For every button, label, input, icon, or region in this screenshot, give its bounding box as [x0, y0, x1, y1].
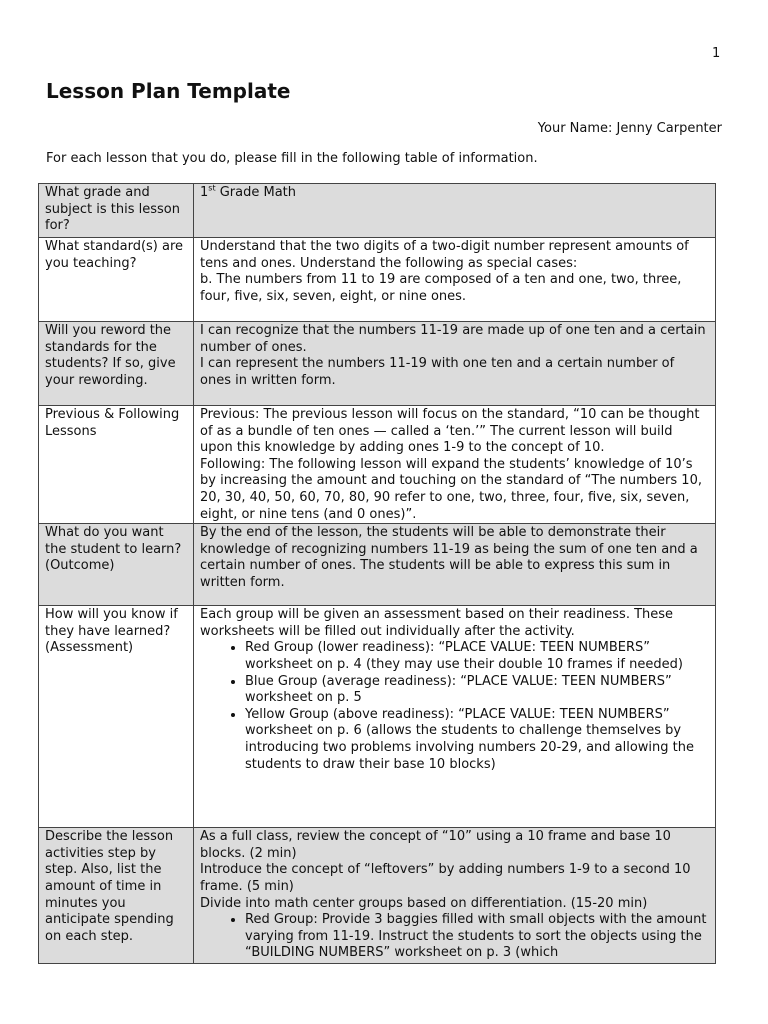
answer-line: Introduce the concept of “leftovers” by adding numbers 1-9 to a second 10 frame. (5 min): [200, 862, 691, 894]
answer-line: b. The numbers from 11 to 19 are composed of a ten and one, two, three, four, five, six, seven, eight, or nine ones.: [200, 272, 682, 304]
question-cell: [39, 322, 194, 406]
question-text: What grade and subject is this lesson for?: [45, 185, 180, 234]
page-title: Lesson Plan Template: [46, 79, 291, 103]
answer-line: Understand that the two digits of a two-digit number represent amounts of tens and ones. Understand the following as special cases:: [200, 239, 689, 271]
answer-cell: [194, 828, 716, 964]
answer-intro: Each group will be given an assessment based on their readiness. These worksheets will be filled out individually after the activity.: [200, 607, 674, 639]
question-cell: [39, 524, 194, 606]
assessment-list: [200, 640, 709, 773]
question-cell: [39, 606, 194, 828]
list-item: • Red Group: Provide 3 baggies filled with small objects with the amount varying from 11-19. Instruct the students to sort the objects using the “BUILDING NUMBERS” worksheet on p. 3 (which: [245, 912, 709, 962]
question-text: Describe the lesson activities step by step. Also, list the amount of time in minutes you anticipate spending on each step.: [45, 829, 174, 944]
list-item: • Yellow Group (above readiness): “PLACE VALUE: TEEN NUMBERS” worksheet on p. 6 (allows the students to challenge themselves by introducing two problems involving numbers 20-29, and allowing the students to draw their base 10 blocks): [245, 707, 709, 773]
grade-subject: Grade Math: [215, 185, 297, 200]
answer-cell: [194, 606, 716, 828]
list-item: • Blue Group (average readiness): “PLACE VALUE: TEEN NUMBERS” worksheet on p. 5: [245, 674, 709, 707]
question-text: Previous & Following Lessons: [45, 407, 180, 439]
your-name-line: Your Name: Jenny Carpenter: [537, 121, 722, 136]
answer-line: Divide into math center groups based on differentiation. (15-20 min): [200, 895, 648, 911]
question-text: Will you reword the standards for the students? If so, give your rewording.: [45, 323, 176, 388]
instructions-text: For each lesson that you do, please fill in the following table of information.: [46, 151, 538, 166]
grade-number: 1: [200, 185, 209, 200]
table-row-reworded-standards: [39, 322, 716, 406]
answer-cell: [194, 406, 716, 524]
question-cell: [39, 406, 194, 524]
grade-suffix: st: [208, 183, 216, 193]
question-note: (Outcome): [45, 558, 115, 574]
page-number: 1: [712, 46, 721, 61]
question-text: What do you want the student to learn?: [45, 525, 182, 557]
activity-list: [200, 912, 709, 962]
answer-line: Previous: The previous lesson will focus on the standard, “10 can be thought of as a bundle of ten ones — called a ‘ten.’” The current lesson will build upon this knowledge by adding ones 1-9 to the concept of 10.: [200, 407, 700, 456]
question-note: (Assessment): [45, 640, 134, 656]
list-item: • Red Group (lower readiness): “PLACE VALUE: TEEN NUMBERS” worksheet on p. 4 (they may use their double 10 frames if needed): [245, 640, 709, 673]
question-text: What standard(s) are you teaching?: [45, 239, 184, 271]
question-text: How will you know if they have learned?: [45, 607, 178, 639]
answer-line: I can represent the numbers 11-19 with one ten and a certain number of ones in written form.: [200, 356, 675, 388]
answer-cell: [194, 322, 716, 406]
question-cell: [39, 184, 194, 238]
answer-cell: [194, 524, 716, 606]
table-row-outcome: [39, 524, 716, 606]
lesson-plan-table: [38, 183, 716, 964]
answer-line: By the end of the lesson, the students will be able to demonstrate their knowledge of recognizing numbers 11-19 as being the sum of one ten and a certain number of ones. The students will be able to express this sum in written form.: [200, 525, 698, 590]
answer-line: As a full class, review the concept of “10” using a 10 frame and base 10 blocks. (2 min): [200, 829, 671, 861]
answer-line: I can recognize that the numbers 11-19 are made up of one ten and a certain number of ones.: [200, 323, 706, 355]
table-row-grade: [39, 184, 716, 238]
answer-line: Following: The following lesson will expand the students’ knowledge of 10’s by increasing the amount and touching on the standard of “The numbers 10, 20, 30, 40, 50, 60, 70, 80, 90 refer to one, two, three, four, five, six, seven, eight, or nine tens (and 0 ones)”.: [200, 456, 702, 522]
question-cell: [39, 828, 194, 964]
table-row-previous-following: [39, 406, 716, 524]
answer-cell: [194, 238, 716, 322]
question-cell: [39, 238, 194, 322]
table-row-standards: [39, 238, 716, 322]
table-row-assessment: [39, 606, 716, 828]
table-row-activities: [39, 828, 716, 964]
answer-cell: [194, 184, 716, 238]
